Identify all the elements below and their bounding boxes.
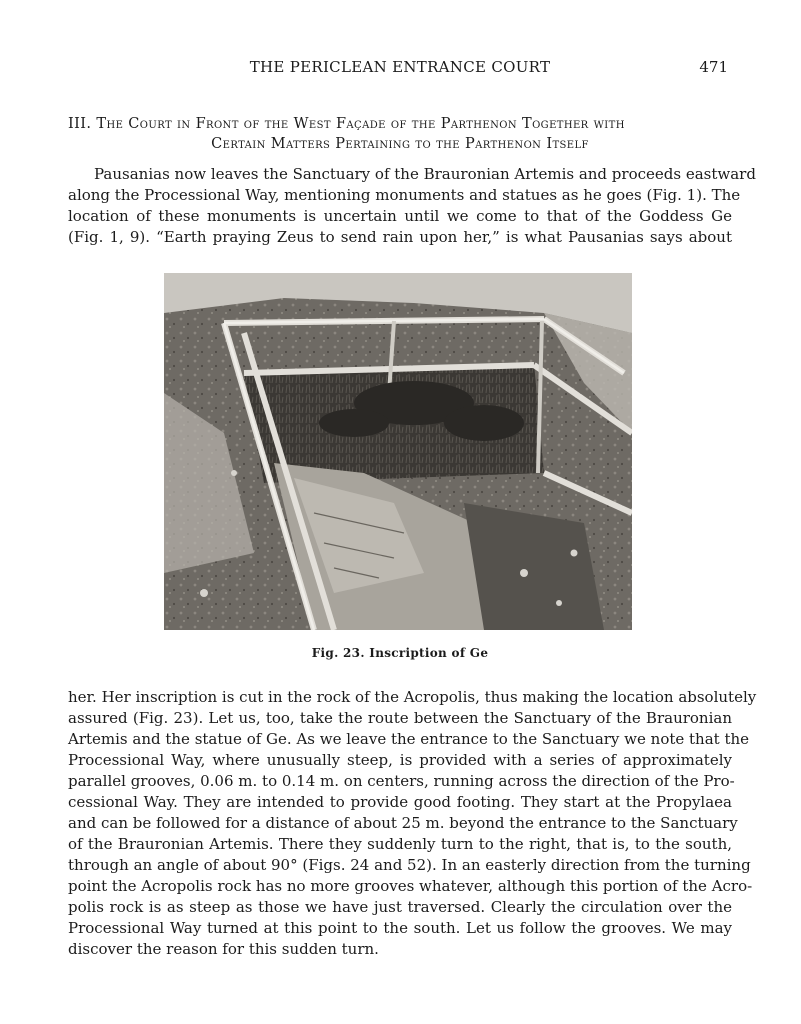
paragraph-1-line: along the Processional Way, mentioning monuments and statues as he goes (Fig. 1). The <box>68 186 741 204</box>
running-title: THE PERICLEAN ENTRANCE COURT <box>249 58 551 76</box>
paragraph-2-line: her. Her inscription is cut in the rock of the Acropolis, thus making the location absolutely <box>68 688 757 706</box>
paragraph-2-line: Processional Way turned at this point to the south. Let us follow the grooves. We may <box>68 919 732 937</box>
paragraph-2-line: of the Brauronian Artemis. There they suddenly turn to the right, that is, to the south, <box>68 835 732 853</box>
paragraph-2-line: cessional Way. They are intended to provide good footing. They start at the Propylaea <box>68 793 732 811</box>
paragraph-1-line: Pausanias now leaves the Sanctuary of the Brauronian Artemis and proceeds eastward <box>94 165 756 183</box>
paragraph-2-line: through an angle of about 90° (Figs. 24 and 52). In an easterly direction from the turning <box>68 856 751 874</box>
paragraph-2-line: parallel grooves, 0.06 m. to 0.14 m. on centers, running across the direction of the Pro- <box>68 772 735 790</box>
figure-23-photograph <box>164 273 632 630</box>
paragraph-2-line: Processional Way, where unusually steep, is provided with a series of approximately <box>68 751 732 769</box>
paragraph-2-line: and can be followed for a distance of about 25 m. beyond the entrance to the Sanctuary <box>68 814 738 832</box>
paragraph-2 <box>68 687 757 960</box>
paragraph-2-line: Artemis and the statue of Ge. As we leave the entrance to the Sanctuary we note that the <box>68 730 750 748</box>
section-heading-line-2: Certain Matters Pertaining to the Parthenon Itself <box>211 136 589 152</box>
paragraph-2-line: assured (Fig. 23). Let us, too, take the route between the Sanctuary of the Brauronian <box>68 709 732 727</box>
paragraph-2-line: polis rock is as steep as those we have just traversed. Clearly the circulation over the <box>68 898 732 916</box>
section-heading <box>68 114 732 154</box>
paragraph-2-line: point the Acropolis rock has no more grooves whatever, although this portion of the Acro- <box>68 877 753 895</box>
page-number: 471 <box>699 58 728 76</box>
section-heading-line-1: III. The Court in Front of the West Façade of the Parthenon Together with <box>68 116 625 132</box>
paragraph-1-line: (Fig. 1, 9). “Earth praying Zeus to send rain upon her,” is what Pausanias says about <box>68 228 732 246</box>
paragraph-2-line: discover the reason for this sudden turn. <box>68 940 379 958</box>
paragraph-1 <box>68 164 756 248</box>
running-head <box>68 58 732 82</box>
figure-caption: Fig. 23. Inscription of Ge <box>311 646 489 660</box>
paragraph-1-line: location of these monuments is uncertain until we come to that of the Goddess Ge <box>68 207 732 225</box>
